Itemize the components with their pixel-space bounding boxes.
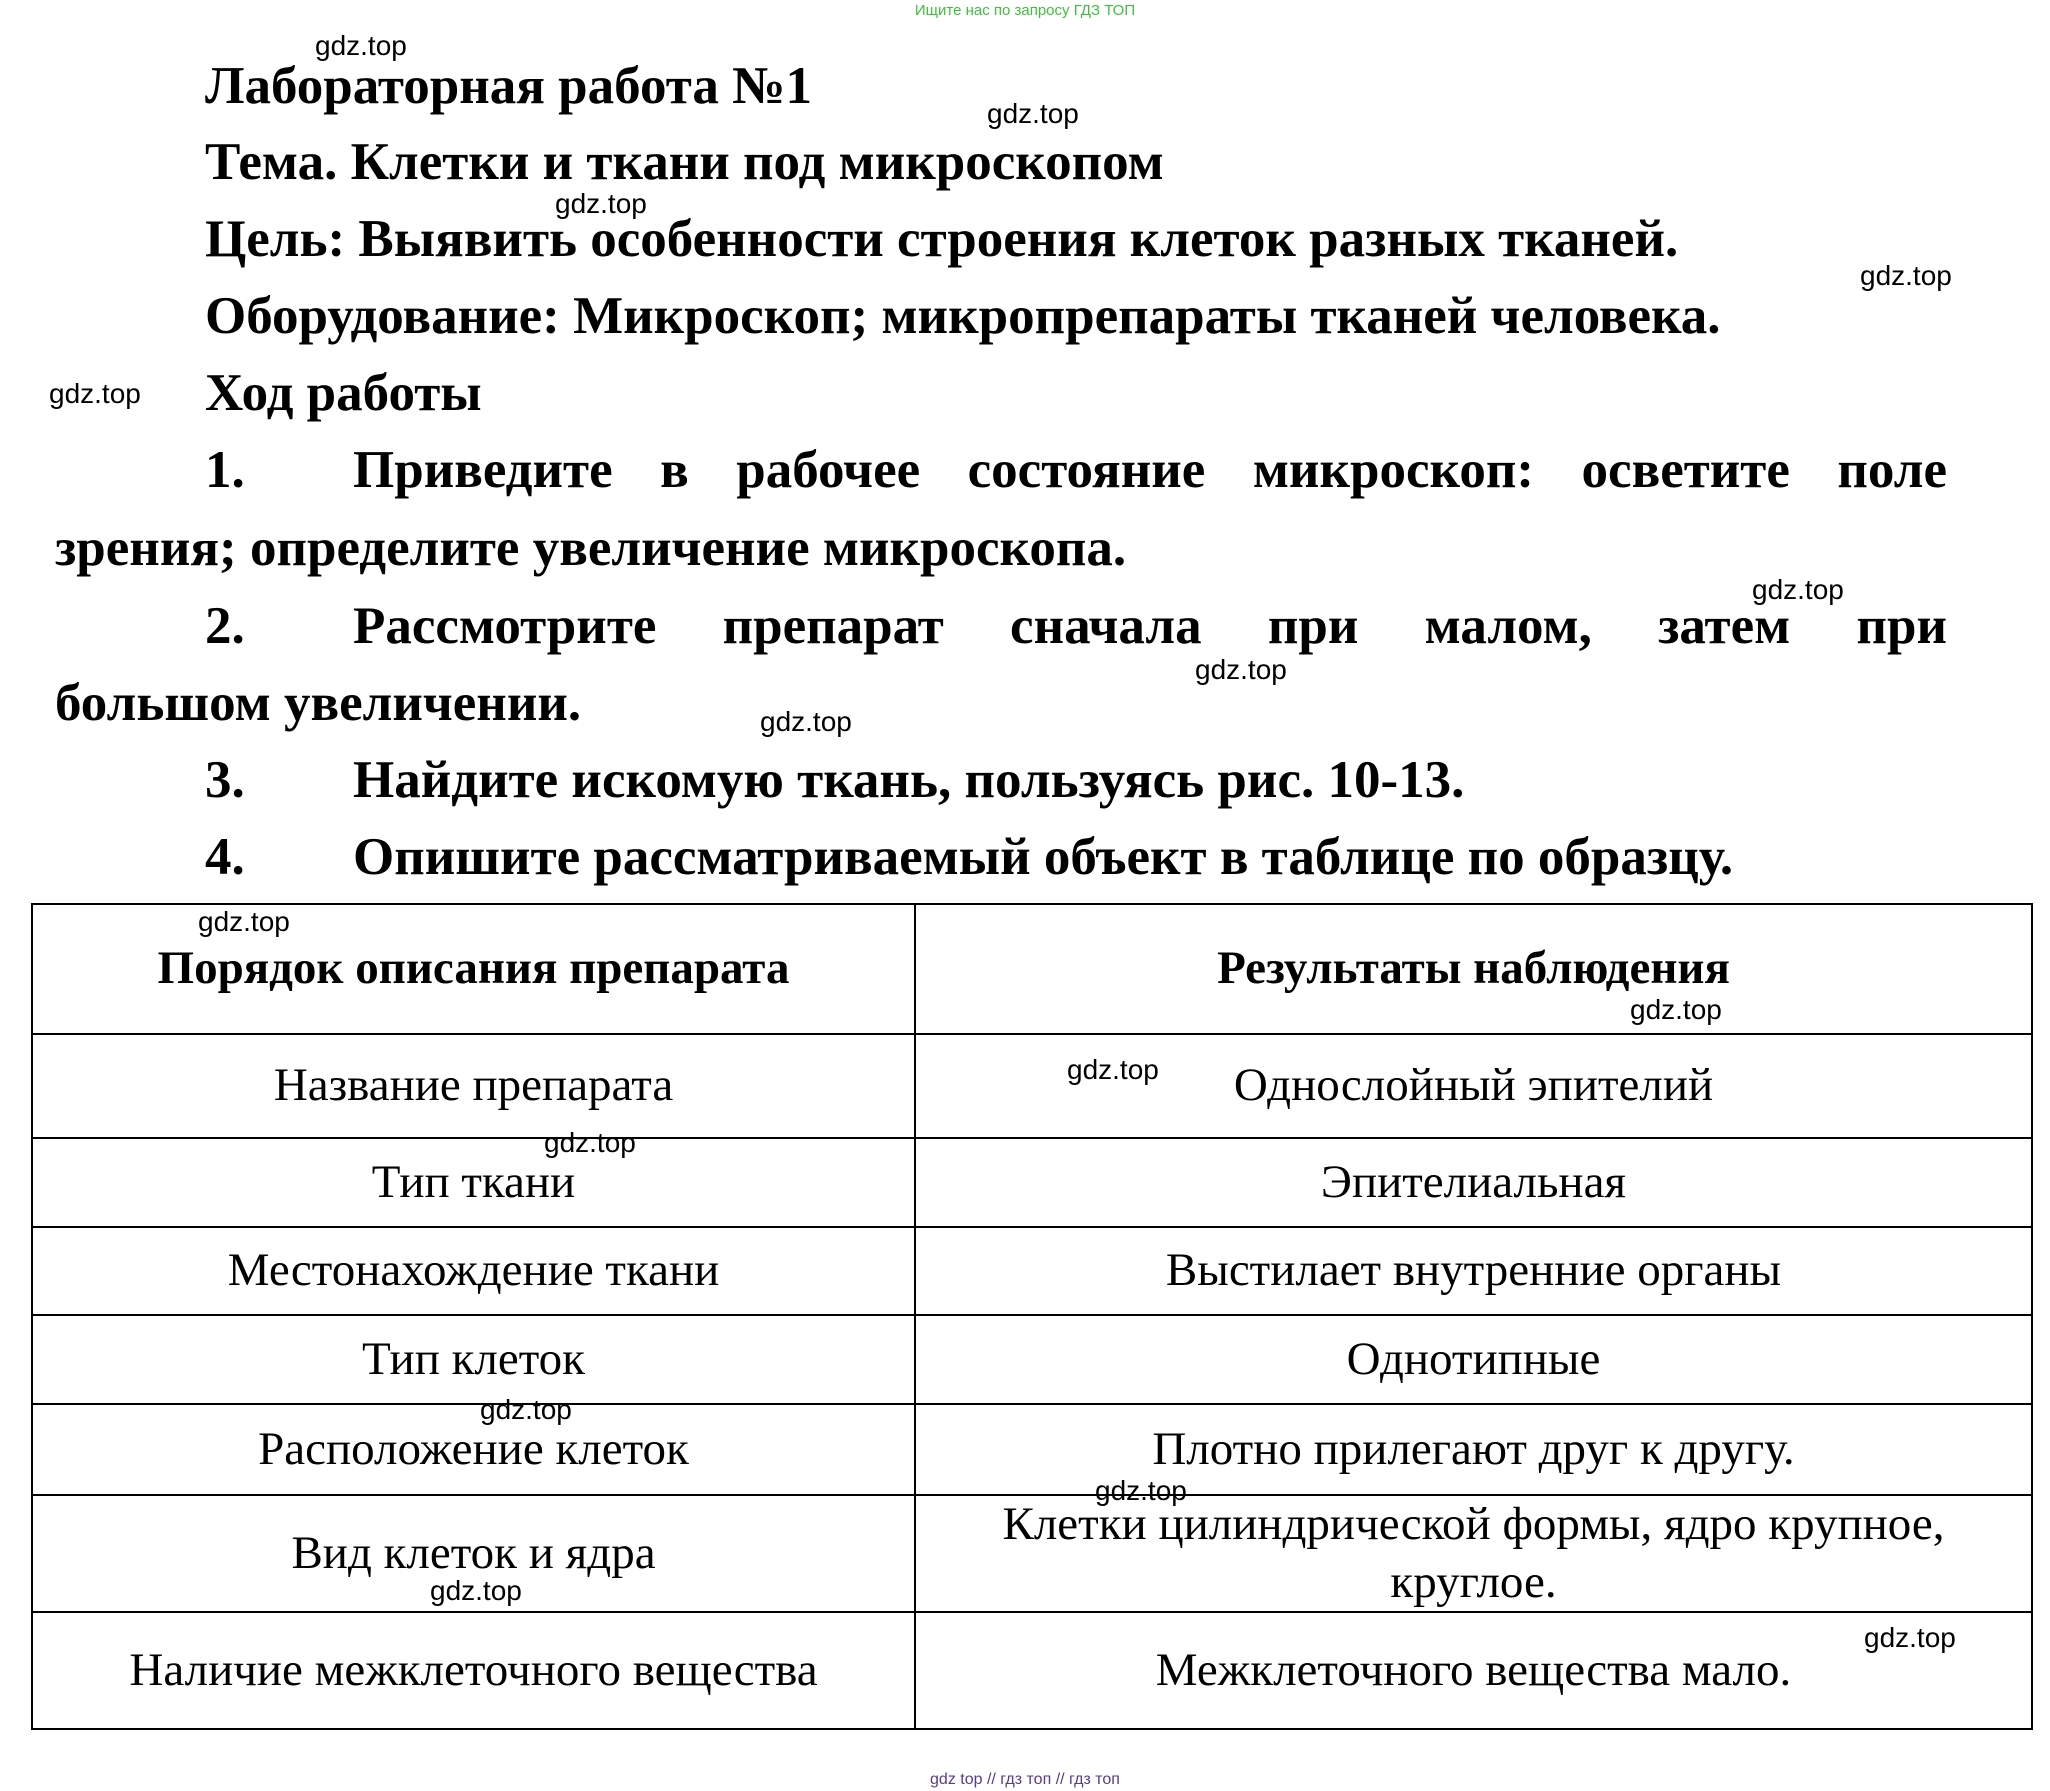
step-number: 2. <box>205 597 245 655</box>
row-label: Вид клеток и ядра <box>32 1495 915 1612</box>
row-label: Наличие межклеточного вещества <box>32 1612 915 1729</box>
table-row <box>32 1227 2032 1315</box>
watermark: gdz.top <box>987 98 1079 129</box>
row-value: Однослойный эпителий <box>915 1034 2032 1138</box>
procedure-heading: Ход работы <box>205 364 482 422</box>
row-value: Однотипные <box>915 1315 2032 1404</box>
watermark: gdz.top <box>49 378 141 409</box>
table-row <box>32 1404 2032 1495</box>
watermark: gdz.top <box>1095 1475 1187 1506</box>
watermark: gdz.top <box>1752 574 1844 605</box>
header-observation-results: Результаты наблюдения <box>915 904 2032 1034</box>
step-4 <box>205 827 1733 887</box>
watermark: gdz.top <box>1860 260 1952 291</box>
row-value: Клетки цилиндрической формы, ядро крупное, круглое. <box>915 1495 2032 1612</box>
step-1-line-1 <box>205 440 1947 500</box>
watermark: gdz.top <box>1195 654 1287 685</box>
row-label: Местонахождение ткани <box>32 1227 915 1315</box>
equipment-line: Оборудование: Микроскоп; микропрепараты тканей человека. <box>205 287 1721 345</box>
header-description-order: Порядок описания препарата <box>32 904 915 1034</box>
watermark: gdz.top <box>430 1575 522 1606</box>
footer-links[interactable]: gdz top // гдз топ // гдз топ <box>930 1771 1120 1788</box>
step-text: Найдите искомую ткань, пользуясь рис. 10-13. <box>353 751 1465 809</box>
step-number: 4. <box>205 828 245 886</box>
watermark: gdz.top <box>1067 1054 1159 1085</box>
topic-line: Тема. Клетки и ткани под микроскопом <box>205 133 1164 191</box>
table-row <box>32 1612 2032 1729</box>
goal-line: Цель: Выявить особенности строения клеток разных тканей. <box>205 210 1679 268</box>
step-text: Опишите рассматриваемый объект в таблице по образцу. <box>353 828 1734 886</box>
top-banner[interactable]: Ищите нас по запросу ГДЗ ТОП <box>914 2 1136 19</box>
table-row <box>32 1138 2032 1227</box>
watermark: gdz.top <box>760 706 852 737</box>
step-number: 3. <box>205 751 245 809</box>
table-row <box>32 1034 2032 1138</box>
watermark: gdz.top <box>1864 1622 1956 1653</box>
step-1-line-2: зрения; определите увеличение микроскопа. <box>55 519 1127 577</box>
step-text: Рассмотрите препарат сначала при малом, затем при <box>353 597 1947 655</box>
watermark: gdz.top <box>480 1394 572 1425</box>
row-label: Тип ткани <box>32 1138 915 1227</box>
table-row <box>32 1495 2032 1612</box>
step-2-line-2: большом увеличении. <box>55 674 582 732</box>
row-value: Межклеточного вещества мало. <box>915 1612 2032 1729</box>
step-2-line-1 <box>205 596 1947 656</box>
watermark: gdz.top <box>555 188 647 219</box>
row-value: Плотно прилегают друг к другу. <box>915 1404 2032 1495</box>
page-title: Лабораторная работа №1 <box>205 57 812 115</box>
row-label: Тип клеток <box>32 1315 915 1404</box>
watermark: gdz.top <box>544 1127 636 1158</box>
row-label: Название препарата <box>32 1034 915 1138</box>
step-text: Приведите в рабочее состояние микроскоп: осветите поле <box>353 441 1947 499</box>
row-value: Выстилает внутренние органы <box>915 1227 2032 1315</box>
observation-table <box>31 903 2033 1730</box>
step-3 <box>205 750 1464 810</box>
row-label: Расположение клеток <box>32 1404 915 1495</box>
watermark: gdz.top <box>315 30 407 61</box>
table-row <box>32 1315 2032 1404</box>
table-header-row <box>32 904 2032 1034</box>
row-value: Эпителиальная <box>915 1138 2032 1227</box>
watermark: gdz.top <box>1630 994 1722 1025</box>
step-number: 1. <box>205 441 245 499</box>
watermark: gdz.top <box>198 906 290 937</box>
